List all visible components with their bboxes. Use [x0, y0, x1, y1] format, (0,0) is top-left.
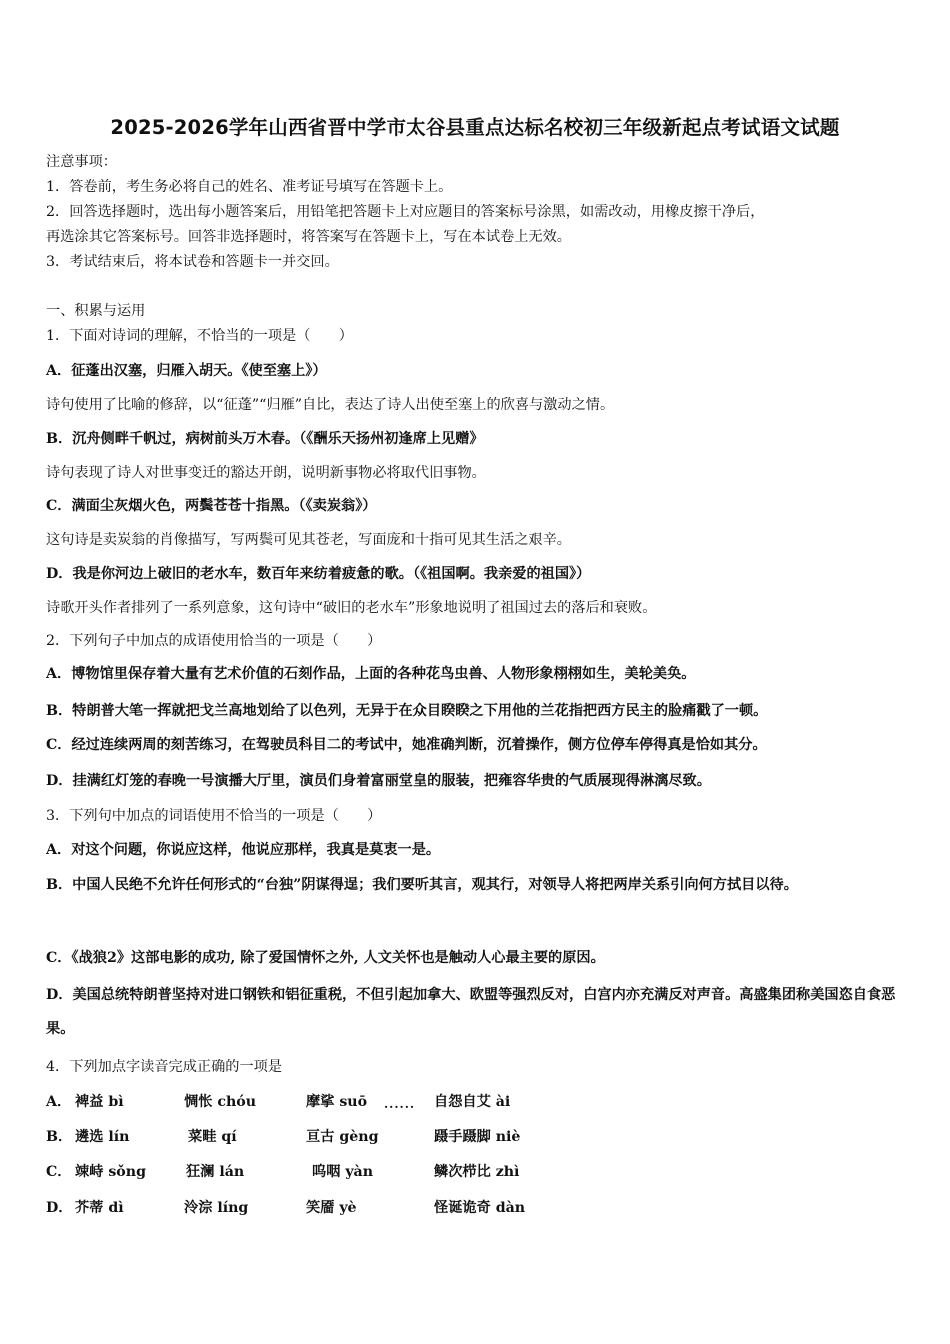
pinyin-item: 怪诞诡奇 dàn — [434, 1200, 526, 1216]
section-heading: 一、积累与运用 — [46, 303, 146, 319]
option-a: A．博物馆里保存着大量有艺术价值的石刻作品，上面的各种花鸟虫兽、人物形象栩栩如生，美轮美奂。 — [46, 666, 696, 682]
option-note: 诗句表现了诗人对世事变迁的豁达开朗，说明新事物必将取代旧事物。 — [46, 465, 486, 481]
notice-item: 2．回答选择题时，选出每小题答案后，用铅笔把答题卡上对应题目的答案标号涂黑，如需改动，用橡皮擦干净后， — [46, 204, 765, 220]
option-b: B．沉舟侧畔千帆过，病树前头万木春。（《酬乐天扬州初逢席上见赠》 — [46, 431, 484, 447]
notice-heading: 注意事项： — [46, 154, 117, 170]
notice-item: 1．答卷前，考生务必将自己的姓名、准考证号填写在答题卡上。 — [46, 179, 453, 195]
option-a: A．征蓬出汉塞，归雁入胡天。《使至塞上》） — [46, 363, 327, 379]
pinyin-item: 竦峙 sǒng — [75, 1164, 146, 1180]
pinyin-item: 裨益 bì — [75, 1094, 124, 1110]
pinyin-item: 芥蒂 dì — [75, 1200, 124, 1216]
pinyin-item: 亘古 gèng — [306, 1129, 379, 1145]
pinyin-item: 遴选 lín — [75, 1129, 130, 1145]
pinyin-item: 泠淙 líng — [184, 1200, 249, 1216]
option-note: 诗句使用了比喻的修辞，以“征蓬”“归雁”自比，表达了诗人出使至塞上的欣喜与激动之情。 — [46, 397, 615, 413]
option-d: D．我是你河边上破旧的老水车，数百年来纺着疲惫的歌。（《祖国啊。我亲爱的祖国》） — [46, 566, 591, 582]
question-stem: 3．下列句中加点的词语使用不恰当的一项是（ ） — [46, 808, 382, 824]
pinyin-item: 菜畦 qí — [188, 1129, 237, 1145]
row-label: D． — [46, 1200, 73, 1216]
option-b: B．中国人民绝不允许任何形式的“台独”阴谋得逞；我们要听其言，观其行，对领导人将把两岸关系引向何方拭目以待。 — [46, 877, 798, 893]
pinyin-item: 惆怅 chóu — [184, 1094, 257, 1110]
pinyin-item: 蹑手蹑脚 niè — [434, 1129, 521, 1145]
option-c: C．满面尘灰烟火色，两鬓苍苍十指黑。（《卖炭翁》） — [46, 498, 377, 514]
row-label: C． — [46, 1164, 72, 1180]
pinyin-item: 摩挲 suō — [306, 1094, 368, 1110]
pinyin-item: 笑靥 yè — [306, 1200, 357, 1216]
option-c: C．经过连续两周的刻苦练习，在驾驶员科目二的考试中，她准确判断，沉着操作，侧方位停车停得真是恰如其分。 — [46, 737, 767, 753]
row-label: B． — [46, 1129, 73, 1145]
option-a: A．对这个问题，你说应这样，他说应那样，我真是莫衷一是。 — [46, 842, 441, 858]
option-note: 这句诗是卖炭翁的肖像描写，写两鬓可见其苍老，写面庞和十指可见其生活之艰辛。 — [46, 532, 571, 548]
pinyin-item: 自怨自艾 ài — [434, 1094, 511, 1110]
question-stem: 1．下面对诗词的理解，不恰当的一项是（ ） — [46, 328, 353, 344]
option-note: 诗歌开头作者排列了一系列意象，这句诗中“破旧的老水车”形象地说明了祖国过去的落后和衰败。 — [46, 600, 657, 616]
notice-item: 3．考试结束后，将本试卷和答题卡一并交回。 — [46, 254, 339, 270]
question-stem: 4．下列加点字读音完成正确的一项是 — [46, 1059, 283, 1075]
option-b: B．特朗普大笔一挥就把戈兰高地划给了以色列，无异于在众目睽睽之下用他的兰花指把西方民主的脸痛戳了一顿。 — [46, 703, 768, 719]
question-stem: 2．下列句子中加点的成语使用恰当的一项是（ ） — [46, 633, 382, 649]
pinyin-item: 鳞次栉比 zhì — [434, 1164, 520, 1180]
page-title: 2025-2026学年山西省晋中学市太谷县重点达标名校初三年级新起点考试语文试题 — [110, 116, 840, 139]
pinyin-item: 呜咽 yàn — [312, 1164, 374, 1180]
emphasis-dots: ...... — [384, 1097, 416, 1111]
option-c: C．《战狼2》这部电影的成功, 除了爱国情怀之外, 人文关怀也是触动人心最主要的原因。 — [46, 950, 605, 966]
notice-item: 再选涂其它答案标号。回答非选择题时，将答案写在答题卡上，写在本试卷上无效。 — [46, 229, 571, 245]
pinyin-item: 狂澜 lán — [186, 1164, 245, 1180]
option-d: D．美国总统特朗普坚持对进口钢铁和铝征重税，不但引起加拿大、欧盟等强烈反对，白宫内亦充满反对声音。高盛集团称美国恣自食恶果。 — [46, 987, 896, 1037]
option-d: D．挂满红灯笼的春晚一号演播大厅里，演员们身着富丽堂皇的服装，把雍容华贵的气质展现得淋漓尽致。 — [46, 773, 711, 789]
row-label: A． — [46, 1094, 72, 1110]
